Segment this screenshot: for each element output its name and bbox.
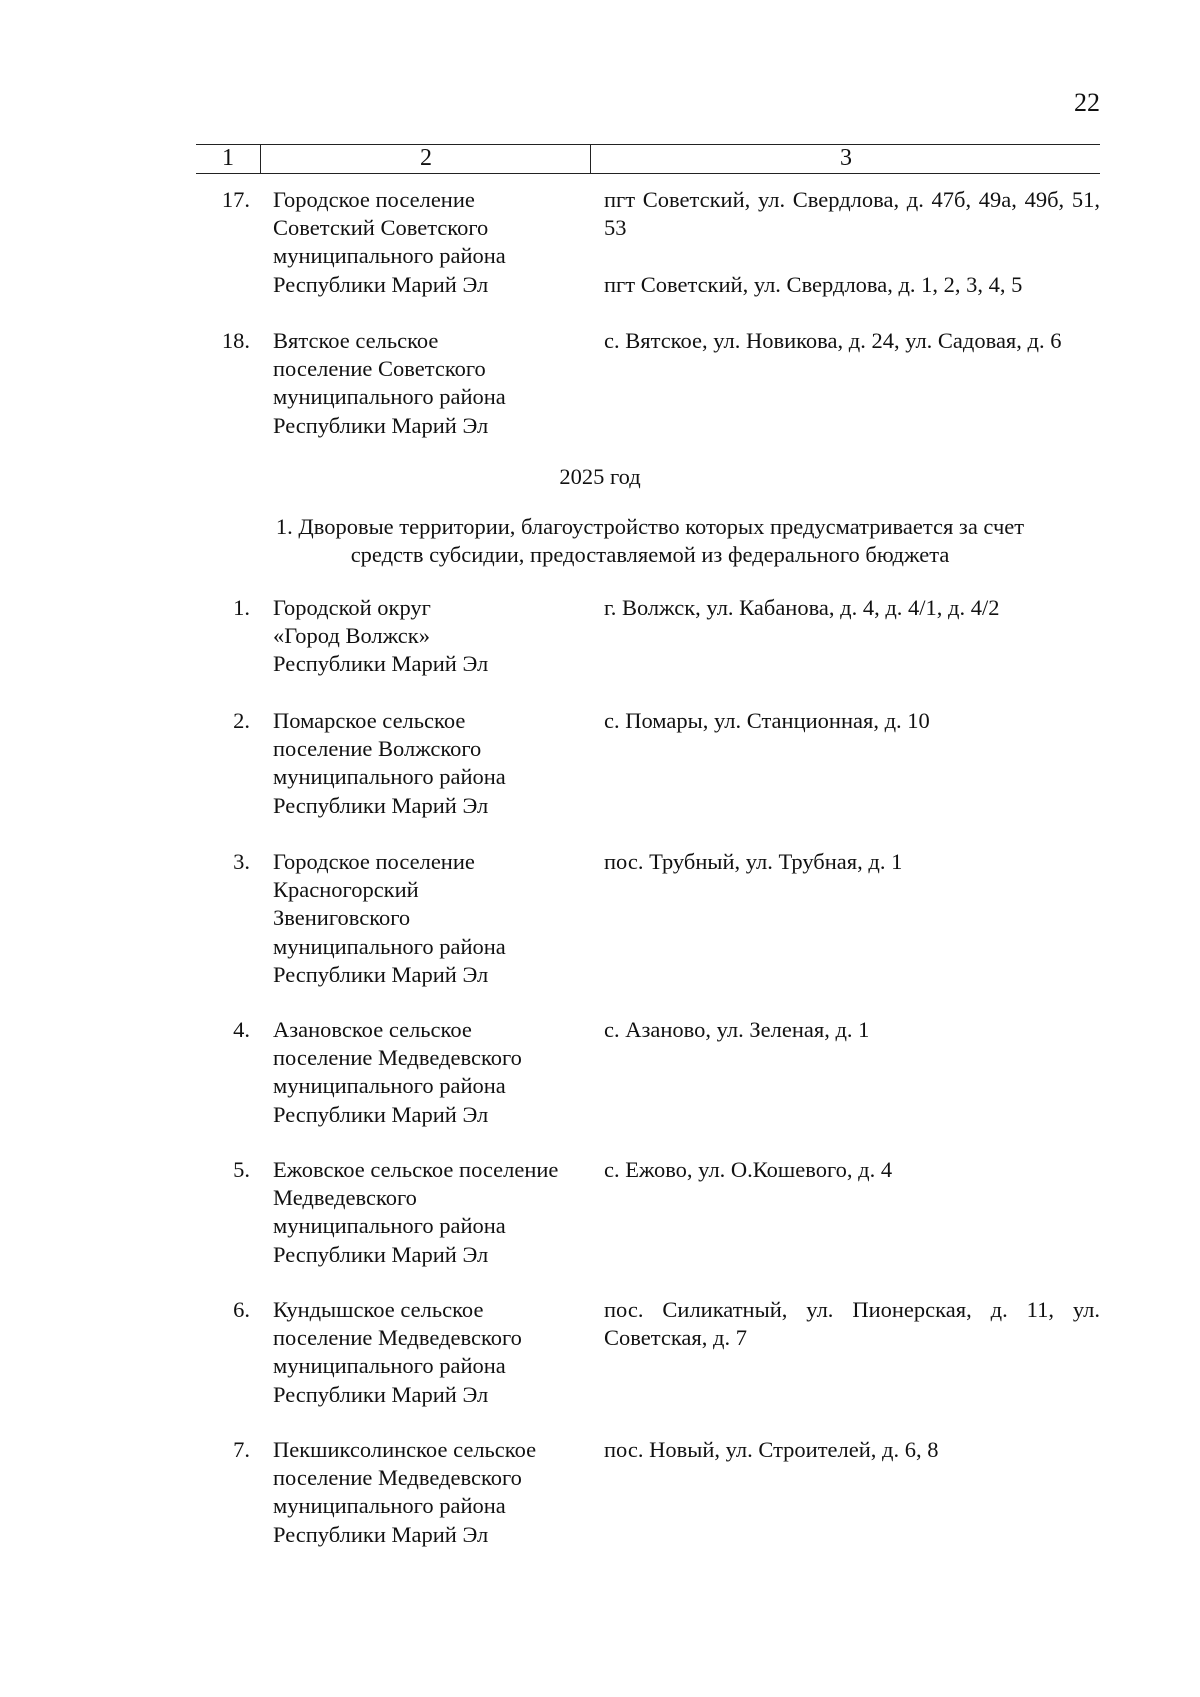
row-number: 7. — [233, 1437, 250, 1462]
address-line: г. Волжск, ул. Кабанова, д. 4, д. 4/1, д. 4/2 — [604, 595, 1000, 620]
header-col-2: 2 — [260, 145, 591, 173]
section-heading-line: средств субсидии, предоставляемой из федерального бюджета — [350, 542, 950, 568]
address-cell — [604, 1156, 1100, 1184]
address-cell — [604, 1016, 1100, 1044]
address-line: пгт Советский, ул. Свердлова, д. 1, 2, 3, 4, 5 — [604, 271, 1023, 297]
address-cell — [604, 848, 1100, 876]
row-number: 3. — [233, 849, 250, 874]
row-number: 5. — [233, 1157, 250, 1182]
municipality-name: Городское поселение Советский Советского муниципального района Республики Марий Эл — [273, 187, 506, 297]
row-number: 1. — [233, 595, 250, 620]
address-cell — [604, 707, 1100, 735]
address-cell — [604, 327, 1100, 355]
section-heading — [240, 513, 1060, 569]
address-cell — [604, 1296, 1100, 1352]
municipality-name: Городское поселение Красногорский Звениговского муниципального района Республики Марий Эл — [273, 849, 506, 987]
row-number: 17. — [221, 187, 250, 212]
address-cell — [604, 186, 1100, 299]
section-heading-line: 1. Дворовые территории, благоустройство которых предусматривается за счет — [275, 514, 1025, 539]
address-line: с. Ежово, ул. О.Кошевого, д. 4 — [604, 1157, 893, 1182]
row-number: 4. — [233, 1017, 250, 1042]
address-line: пгт Советский, ул. Свердлова, д. 47б, 49а, 49б, 51, 53 — [604, 187, 1100, 241]
row-number: 18. — [221, 328, 250, 353]
municipality-name: Помарское сельское поселение Волжского муниципального района Республики Марий Эл — [273, 708, 506, 818]
address-cell — [604, 594, 1100, 622]
row-number: 6. — [233, 1297, 250, 1322]
year-heading: 2025 год — [559, 464, 641, 489]
municipality-name: Азановское сельское поселение Медведевского муниципального района Республики Марий Эл — [273, 1017, 522, 1127]
address-cell — [604, 1436, 1100, 1464]
address-line: пос. Силикатный, ул. Пионерская, д. 11, ул. Советская, д. 7 — [604, 1297, 1100, 1351]
address-line: с. Азаново, ул. Зеленая, д. 1 — [604, 1017, 870, 1042]
header-col-1: 1 — [222, 145, 234, 171]
address-line: пос. Новый, ул. Строителей, д. 6, 8 — [604, 1437, 939, 1462]
municipality-name: Пекшиксолинское сельское поселение Медведевского муниципального района Республики Марий Эл — [273, 1437, 537, 1547]
municipality-name: Ежовское сельское поселение Медведевского муниципального района Республики Марий Эл — [273, 1157, 559, 1267]
header-col-3: 3 — [590, 145, 1101, 173]
page-number: 22 — [1074, 88, 1100, 117]
municipality-name: Городской округ «Город Волжск» Республики Марий Эл — [273, 595, 489, 677]
address-line: с. Вятское, ул. Новикова, д. 24, ул. Садовая, д. 6 — [604, 328, 1062, 353]
municipality-name: Кундышское сельское поселение Медведевского муниципального района Республики Марий Эл — [273, 1297, 522, 1407]
row-number: 2. — [233, 708, 250, 733]
address-line: пос. Трубный, ул. Трубная, д. 1 — [604, 849, 903, 874]
address-line: с. Помары, ул. Станционная, д. 10 — [604, 708, 930, 733]
table-header — [196, 144, 1100, 174]
municipality-name: Вятское сельское поселение Советского муниципального района Республики Марий Эл — [273, 328, 506, 438]
